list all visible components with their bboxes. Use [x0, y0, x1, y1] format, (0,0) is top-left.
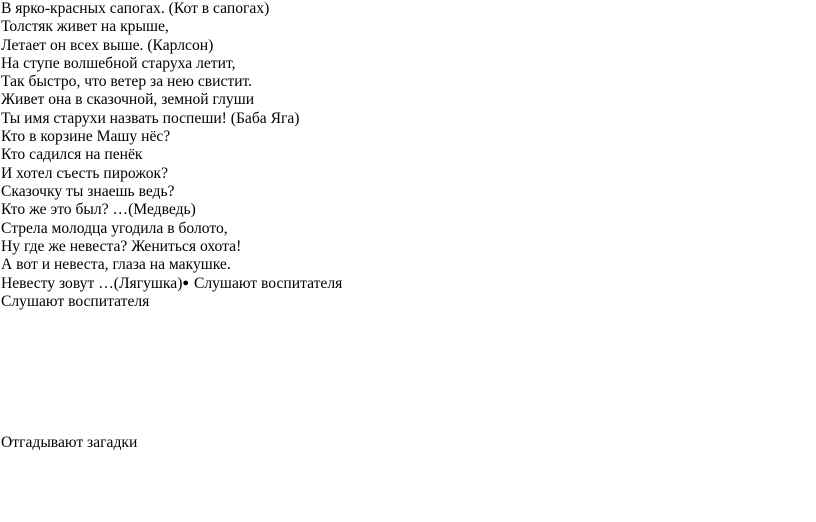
- frog-answer-text: Невесту зовут …(Лягушка): [1, 275, 183, 293]
- riddle-text-block: [1, 0, 342, 311]
- text-line: Толстяк живет на крыше,: [1, 18, 169, 36]
- text-line: Так быстро, что ветер за нею свистит.: [1, 73, 253, 91]
- text-line: Кто в корзине Машу нёс?: [1, 128, 171, 146]
- text-line: Ты имя старухи назвать поспеши! (Баба Яга): [1, 109, 300, 127]
- text-line: Кто садился на пенёк: [1, 146, 143, 164]
- listen-label: Слушают воспитателя: [1, 292, 150, 310]
- bullet-icon: ●: [182, 277, 190, 290]
- text-line: Летает он всех выше. (Карлсон): [1, 36, 214, 54]
- text-line: На ступе волшебной старуха летит,: [1, 54, 236, 72]
- text-line: И хотел съесть пирожок?: [1, 164, 168, 182]
- text-line: А вот и невеста, глаза на макушке.: [1, 256, 231, 274]
- frog-answer-line: [1, 274, 342, 292]
- text-line: Ну где же невеста? Жениться охота!: [1, 237, 242, 255]
- guessing-riddles-label: Отгадывают загадки: [1, 434, 138, 451]
- text-line: Кто же это был? …(Медведь): [1, 201, 196, 219]
- text-line: Стрела молодца угодила в болото,: [1, 219, 228, 237]
- listen-label-inline: Слушают воспитателя: [193, 275, 343, 293]
- text-line: В ярко-красных сапогах. (Кот в сапогах): [1, 0, 270, 17]
- text-line: Сказочку ты знаешь ведь?: [1, 182, 175, 200]
- text-line: Живет она в сказочной, земной глуши: [1, 91, 255, 109]
